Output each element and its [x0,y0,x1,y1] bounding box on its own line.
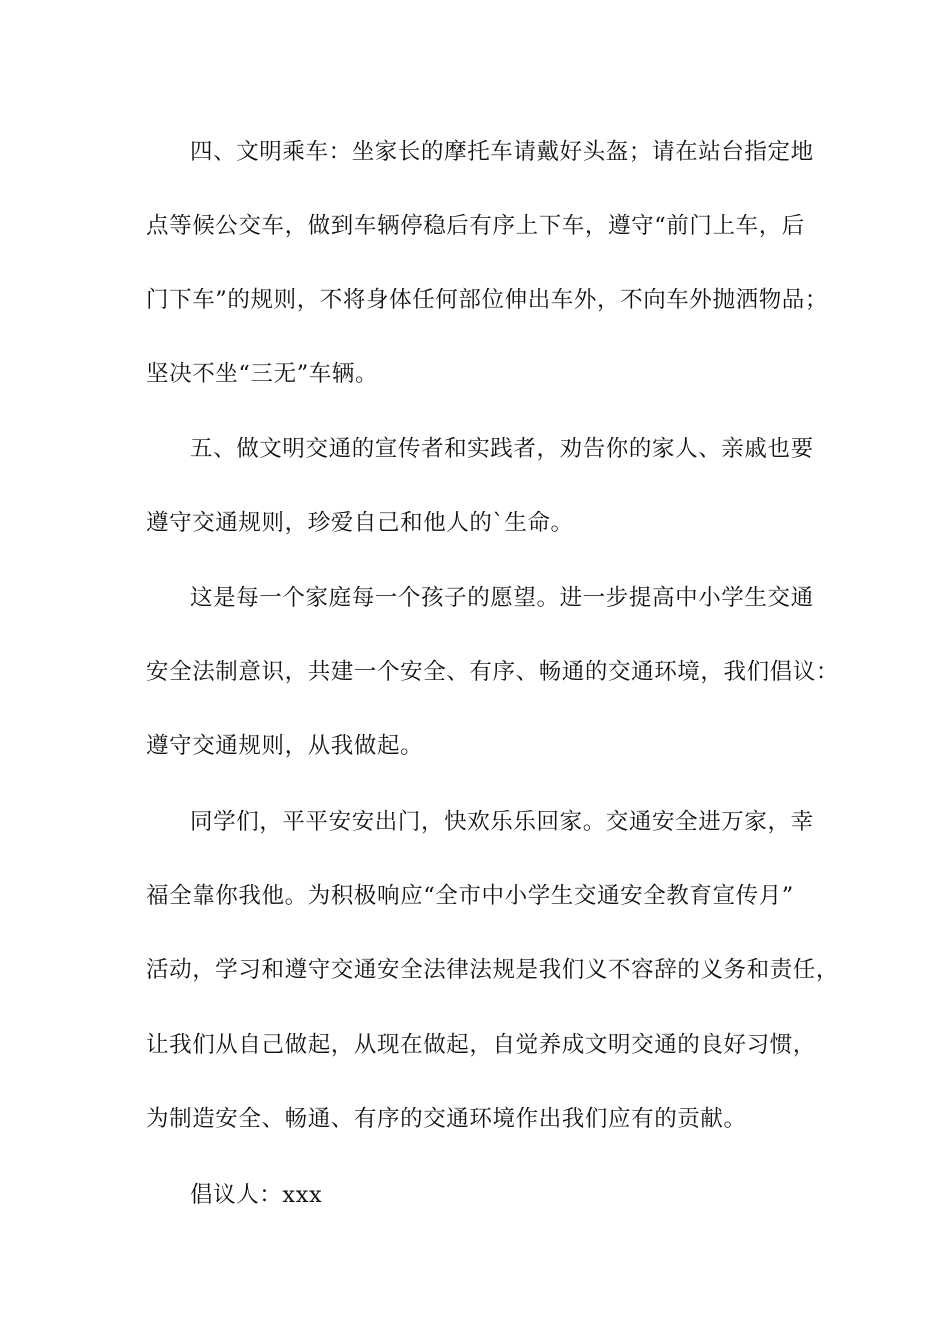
signature-line: 倡议人：xxx [190,1182,323,1208]
paragraph-6-line-1: 这是每一个家庭每一个孩子的愿望。进一步提高中小学生交通 [190,585,814,611]
paragraph-6-line-2: 安全法制意识，共建一个安全、有序、畅通的交通环境，我们倡议： [146,659,840,685]
paragraph-4-line-1: 四、文明乘车：坐家长的摩托车请戴好头盔；请在站台指定地 [190,139,814,165]
paragraph-4-line-2: 点等候公交车，做到车辆停稳后有序上下车，遵守“前门上车，后 [146,213,805,239]
paragraph-7-line-2: 福全靠你我他。为积极响应“全市中小学生交通安全教育宣传月” [146,883,794,909]
paragraph-7-line-4: 让我们从自己做起，从现在做起，自觉养成文明交通的良好习惯， [146,1032,816,1058]
paragraph-6-line-3: 遵守交通规则，从我做起。 [146,733,424,759]
paragraph-5-line-2: 遵守交通规则，珍爱自己和他人的`生命。 [146,510,574,536]
paragraph-7-line-1: 同学们，平平安安出门，快欢乐乐回家。交通安全进万家，幸 [190,809,814,835]
paragraph-5-line-1: 五、做文明交通的宣传者和实践者，劝告你的家人、亲戚也要 [190,436,814,462]
paragraph-4-line-3: 门下车”的规则，不将身体任何部位伸出车外，不向车外抛洒物品； [146,287,829,313]
paragraph-4-line-4: 坚决不坐“三无”车辆。 [146,361,379,387]
paragraph-7-line-3: 活动，学习和遵守交通安全法律法规是我们义不容辞的义务和责任， [146,957,840,983]
paragraph-7-line-5: 为制造安全、畅通、有序的交通环境作出我们应有的贡献。 [146,1106,747,1132]
